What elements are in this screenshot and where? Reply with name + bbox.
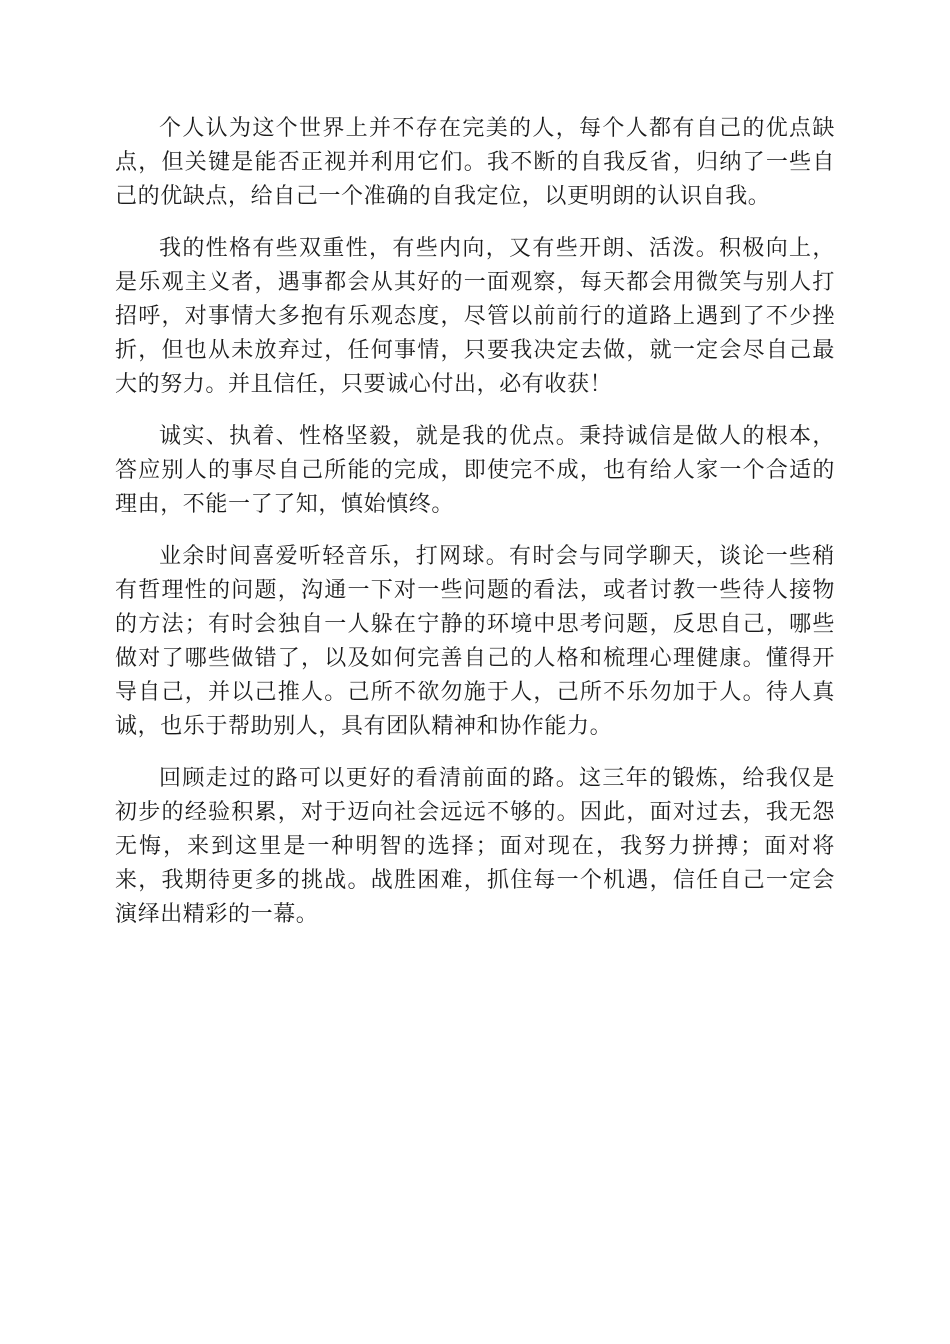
paragraph-5: 回顾走过的路可以更好的看清前面的路。这三年的锻炼，给我仅是初步的经验积累，对于迈向社会远远不够的。因此，面对过去，我无怨无悔，来到这里是一种明智的选择；面对现在，我努力拼搏；面对将来，我期待更多的挑战。战胜困难，抓住每一个机遇，信任自己一定会演绎出精彩的一幕。 [115, 766, 835, 927]
document-body [115, 112, 835, 950]
paragraph-4: 业余时间喜爱听轻音乐，打网球。有时会与同学聊天，谈论一些稍有哲理性的问题，沟通一下对一些问题的看法，或者讨教一些待人接物的方法；有时会独自一人躲在宁静的环境中思考问题，反思自己，哪些做对了哪些做错了，以及如何完善自己的人格和梳理心理健康。懂得开导自己，并以己推人。己所不欲勿施于人，己所不乐勿加于人。待人真诚，也乐于帮助别人，具有团队精神和协作能力。 [115, 544, 835, 739]
paragraph-1: 个人认为这个世界上并不存在完美的人，每个人都有自己的优点缺点，但关键是能否正视并利用它们。我不断的自我反省，归纳了一些自己的优缺点，给自己一个准确的自我定位，以更明朗的认识自我。 [115, 116, 835, 209]
paragraph-2: 我的性格有些双重性，有些内向，又有些开朗、活泼。积极向上，是乐观主义者，遇事都会从其好的一面观察，每天都会用微笑与别人打招呼，对事情大多抱有乐观态度，尽管以前前行的道路上遇到了不少挫折，但也从未放弃过，任何事情，只要我决定去做，就一定会尽自己最大的努力。并且信任，只要诚心付出，必有收获！ [115, 236, 835, 397]
paragraph-3: 诚实、执着、性格坚毅，就是我的优点。秉持诚信是做人的根本，答应别人的事尽自己所能的完成，即使完不成，也有给人家一个合适的理由，不能一了了知，慎始慎终。 [115, 424, 835, 517]
